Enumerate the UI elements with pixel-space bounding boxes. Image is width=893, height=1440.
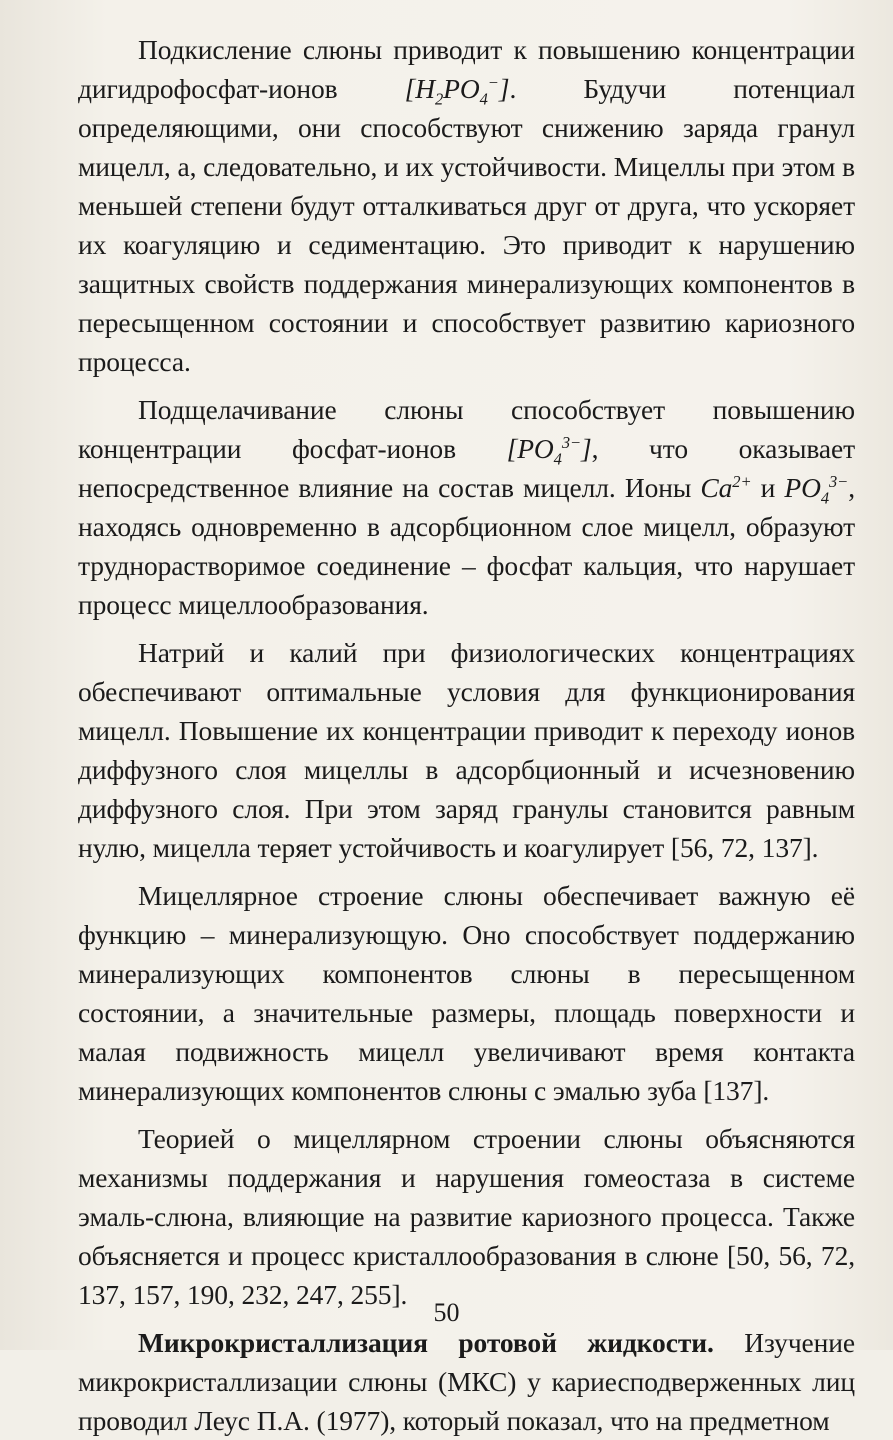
section-heading: Микрокристаллизация ротовой жидкости. <box>138 1327 714 1358</box>
phosphate-ion-formula: $PO_4^{3-}$ <box>784 471 849 508</box>
paragraph-sodium-potassium: Натрий и калий при физиологических концентрациях обеспечивают оптимальные условия для функционирования мицелл. Повышение их концентрации приводит к переходу ионов диффузного слоя мицеллы в адсорбционный и исчезновению диффузного слоя. При этом заряд гранулы становится равным нулю, мицелла теряет устойчивость и коагулирует [56, 72, 137]. <box>78 637 855 863</box>
paragraph-text: Подкисление слюны приводит к повышению концентрации дигидрофосфат-ионов <box>78 34 855 104</box>
paragraph-text: , что оказывает непосредственное влияние на состав мицелл. Ионы <box>78 433 855 503</box>
paragraph-text: и <box>751 472 785 503</box>
page-number: 50 <box>433 1298 460 1327</box>
paragraph-text: , находясь одновременно в адсорбционном слое мицелл, образуют труднорастворимое соединение – фосфат кальция, что нарушает процесс мицеллообразования. <box>78 472 855 620</box>
paragraph-text: Изучение микрокристаллизации слюны (МКС) у кариесподверженных лиц проводил Леус П.А. (1977), который показал, что на предметном <box>78 1327 855 1436</box>
dihydrophosphate-formula: $[H_2PO_4^-]$ <box>404 72 510 109</box>
paragraph-microcrystallization <box>78 1323 855 1440</box>
paragraph-micellar-structure: Мицеллярное строение слюны обеспечивает важную её функцию – минерализующую. Оно способствует поддержанию минерализующих компонентов слюны в пересыщенном состоянии, а значительные размеры, площадь поверхности и малая подвижность мицелл увеличивают время контакта минерализующих компонентов слюны с эмалью зуба [137]. <box>78 880 855 1106</box>
paragraph-alkalization <box>78 390 855 624</box>
paragraph-text: Подщелачивание слюны способствует повышению концентрации фосфат-ионов <box>78 394 855 464</box>
phosphate-formula: $[PO_4^{3-}]$ <box>506 432 592 469</box>
paragraph-acidification <box>78 30 855 381</box>
paragraph-text: . Будучи потенциал определяющими, они способствуют снижению заряда гранул мицелл, а, следовательно, и их устойчивости. Мицеллы при этом в меньшей степени будут отталкиваться друг от друга, что ускоряет их коагуляцию и седиментацию. Это приводит к нарушению защитных свойств поддержания минерализующих компонентов в пересыщенном состоянии и способствует развитию кариозного процесса. <box>78 73 856 377</box>
calcium-ion-formula: $Ca^{2+}$ <box>700 471 752 503</box>
paragraph-micellar-theory: Теорией о мицеллярном строении слюны объясняются механизмы поддержания и нарушения гомеостаза в системе эмаль-слюна, влияющие на развитие кариозного процесса. Также объясняется и процесс кристаллообразования в слюне [50, 56, 72, 137, 157, 190, 232, 247, 255]. <box>78 1123 855 1310</box>
